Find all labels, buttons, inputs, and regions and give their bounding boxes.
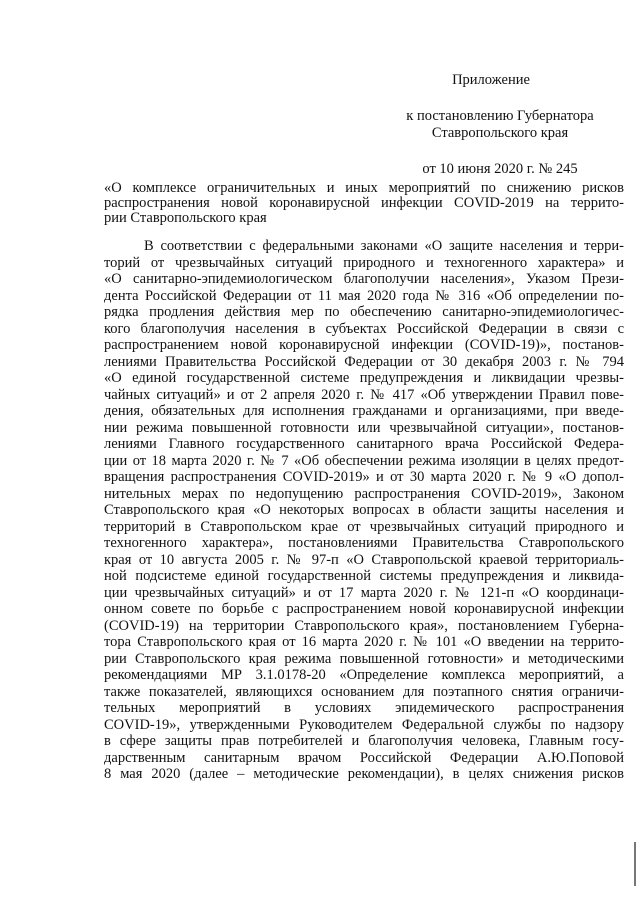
body-line: «О санитарно-эпидемиологическом благополучии населения», Указом Прези- [104,271,624,287]
body-line: дарственным санитарным врачом Российской Федерации А.Ю.Поповой [104,749,624,766]
body-line: тельных мероприятий в условиях эпидемического распространения [104,700,624,716]
body-line: ции чрезвычайных ситуаций» и от 17 марта 2020 г. № 121-п «О координаци- [104,584,624,601]
title-line: распространения новой коронавирусной инфекции COVID-2019 на террито- [104,195,624,211]
title-line: «О комплексе ограничительных и иных мероприятий по снижению рисков [104,180,624,196]
title-line: рии Ставропольского края [104,210,267,226]
body-line: рекомендациями МР 3.1.0178-20 «Определение комплекса мероприятий, а [104,667,624,683]
body-line: дения, обязательных для исполнения гражданами и организациями, при введе- [104,403,624,419]
body-line: COVID-19», утвержденными Руководителем Федеральной службы по надзору [104,716,624,733]
body-paragraph [104,238,624,783]
body-line: В соответствии с федеральными законами «О защите населения и терри- [144,238,624,254]
body-line: онном совете по борьбе с распространением новой коронавирусной инфекции [104,601,624,617]
document-title [104,181,624,226]
annex-label: Приложение [452,72,530,88]
body-line: торий от чрезвычайных ситуаций природного и техногенного характера» и [104,254,624,271]
body-line: края от 10 августа 2005 г. № 97-п «О Ставропольской краевой территориаль- [104,551,624,568]
body-line: распространением новой коронавирусной инфекции (COVID-19)», постанов- [104,337,624,353]
annex-region: Ставропольского края [431,125,569,141]
scan-edge-mark [634,842,636,886]
body-line: ции от 18 марта 2020 г. № 7 «Об обеспечении режима изоляции в целях предот- [104,452,624,469]
annex-header [390,72,610,178]
body-line: лениями Главного государственного санитарного врача Российской Федера- [104,436,624,452]
body-line: техногенного характера», постановлениями Правительства Ставропольского [104,535,624,551]
annex-to-decree: к постановлению Губернатора [406,108,594,124]
body-line: в сфере защиты прав потребителей и благополучия человека, Главным госу- [104,733,624,749]
body-line: ной подсистеме единой государственной системы предупреждения и ликвида- [104,568,624,584]
body-line: 8 мая 2020 (далее – методические рекомендации), в целях снижения рисков [104,766,624,782]
body-line: чайных ситуаций» и от 2 апреля 2020 г. № 417 «Об утверждении Правил пове- [104,386,624,403]
body-line: нительных мерах по недопущению распространения COVID-2019», Законом [104,485,624,502]
body-line: рии Ставропольского края режима повышенной готовности» и методическими [104,650,624,667]
body-line: нии режима повышенной готовности или чрезвычайной ситуации», постанов- [104,419,624,436]
body-line: также показателей, являющихся основанием для поэтапного снятия ограничи- [104,683,624,700]
body-line: дента Российской Федерации от 11 мая 2020 года № 316 «Об определении по- [104,287,624,304]
body-line: рядка продления действия мер по обеспечению санитарно-эпидемиологичес- [104,304,624,320]
body-line: (COVID-19) на территории Ставропольского края», постановлением Губерна- [104,617,624,634]
body-line: кого благополучия населения в субъектах Российской Федерации в связи с [104,320,624,337]
body-line: Ставропольского края «О некоторых вопросах в области защиты населения и [104,502,624,518]
body-line: тора Ставропольского края от 16 марта 2020 г. № 101 «О введении на террито- [104,634,624,650]
annex-date-number: от 10 июня 2020 г. № 245 [422,161,578,177]
body-line: территорий в Ставропольском крае от чрезвычайных ситуаций природного и [104,518,624,535]
spacer [390,89,610,108]
spacer [390,142,610,161]
body-line: лениями Правительства Российской Федерации от 30 декабря 2003 г. № 794 [104,353,624,370]
body-line: вращения распространения COVID-2019» и от 30 марта 2020 г. № 9 «О допол- [104,469,624,485]
body-line: «О единой государственной системе предупреждения и ликвидации чрезвы- [104,370,624,386]
